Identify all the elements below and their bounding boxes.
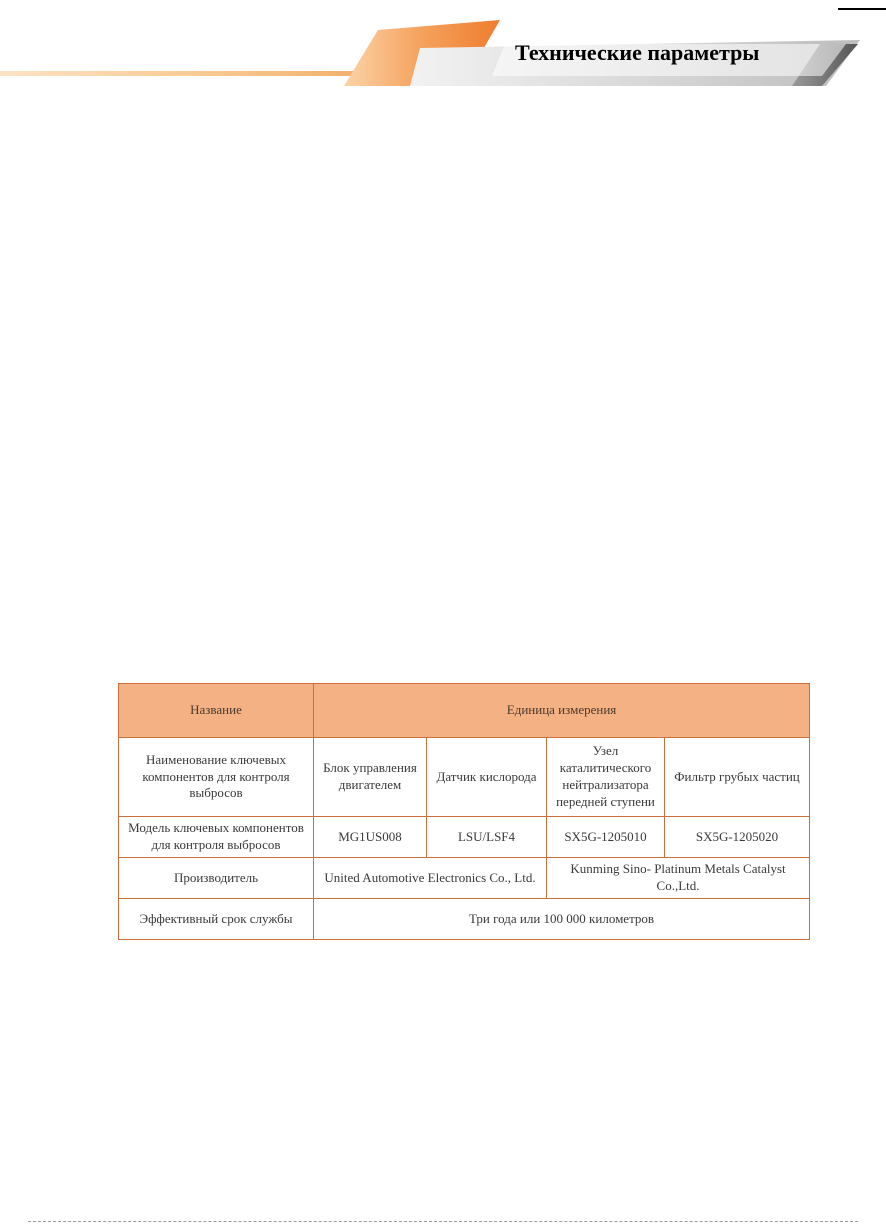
corner-rule bbox=[838, 8, 886, 10]
table-cell: Фильтр грубых частиц bbox=[665, 738, 810, 817]
page-title: Технические параметры bbox=[515, 40, 760, 65]
table-cell: Датчик кислорода bbox=[427, 738, 547, 817]
table-cell: Три года или 100 000 километров bbox=[314, 899, 810, 940]
header-cell-name: Название bbox=[119, 684, 314, 738]
table-row bbox=[119, 738, 810, 817]
table-cell: Kunming Sino- Platinum Metals Catalyst Co.,Ltd. bbox=[547, 858, 810, 899]
row-label: Эффективный срок службы bbox=[119, 899, 314, 940]
table-row bbox=[119, 817, 810, 858]
table-cell: SX5G-1205020 bbox=[665, 817, 810, 858]
table-header-row bbox=[119, 684, 810, 738]
table-row bbox=[119, 858, 810, 899]
footer-divider bbox=[28, 1221, 858, 1222]
table-cell: Блок управления двигателем bbox=[314, 738, 427, 817]
row-label: Наименование ключевых компонентов для контроля выбросов bbox=[119, 738, 314, 817]
table-cell: SX5G-1205010 bbox=[547, 817, 665, 858]
row-label: Модель ключевых компонентов для контроля выбросов bbox=[119, 817, 314, 858]
table-cell: LSU/LSF4 bbox=[427, 817, 547, 858]
table-row bbox=[119, 899, 810, 940]
header-cell-unit: Единица измерения bbox=[314, 684, 810, 738]
header-banner bbox=[0, 0, 886, 100]
row-label: Производитель bbox=[119, 858, 314, 899]
table-cell: Узел каталитического нейтрализатора передней ступени bbox=[547, 738, 665, 817]
spec-table bbox=[118, 683, 810, 940]
table-cell: MG1US008 bbox=[314, 817, 427, 858]
table-cell: United Automotive Electronics Co., Ltd. bbox=[314, 858, 547, 899]
